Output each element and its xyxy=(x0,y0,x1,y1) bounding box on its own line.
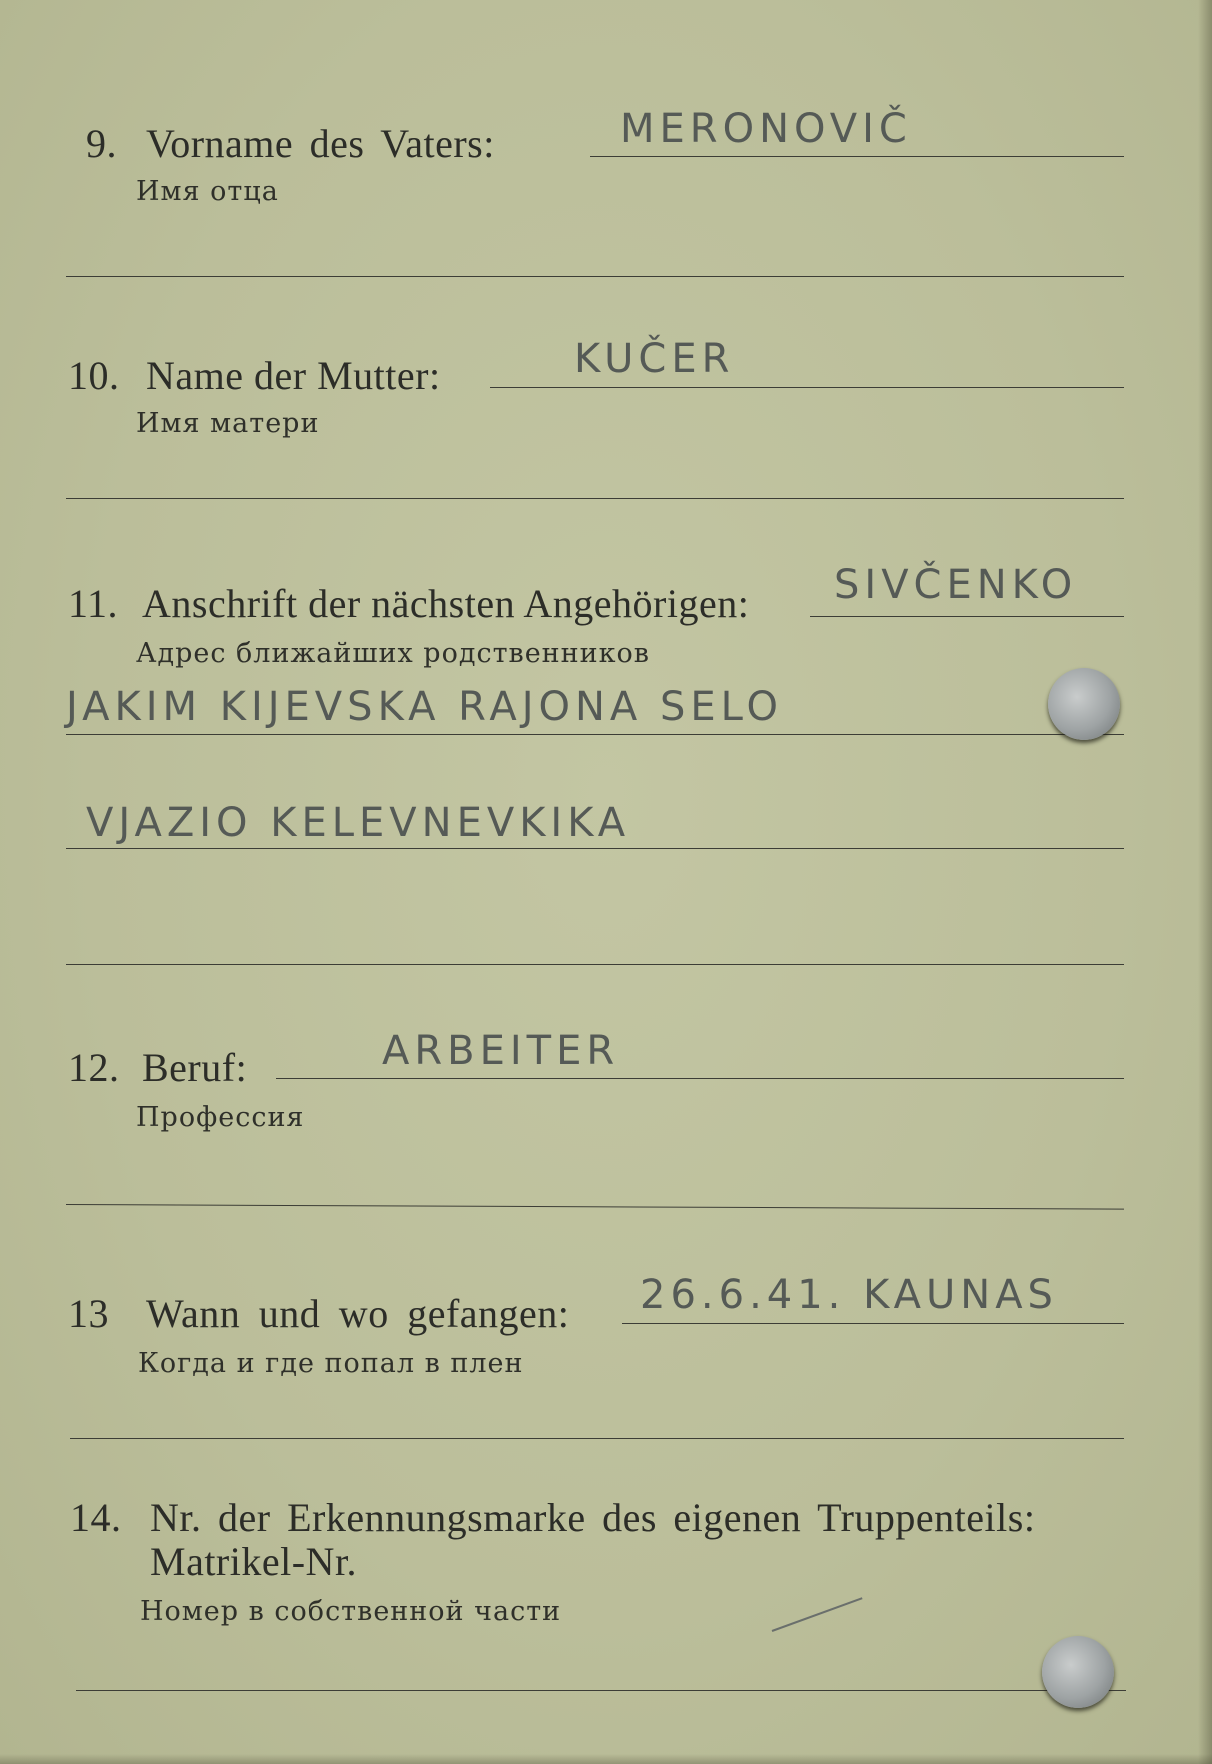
field-10-value: KUČER xyxy=(574,336,735,382)
field-14-label-de: Nr. der Erkennungsmarke des eigenen Truppenteils: xyxy=(150,1495,1036,1540)
field-11-line3 xyxy=(66,848,1124,849)
field-11-value: SIVČENKO xyxy=(834,562,1078,608)
field-10-extra-line xyxy=(66,498,1124,499)
field-11-value-line2: JAKIM KIJEVSKA RAJONA SELO xyxy=(66,684,783,730)
field-10-line xyxy=(490,387,1124,388)
field-14-number: 14. xyxy=(70,1495,122,1540)
field-9-label-de: Vorname des Vaters: xyxy=(146,121,495,166)
field-12-label-de: Beruf: xyxy=(142,1045,248,1090)
field-9-line xyxy=(590,156,1124,157)
field-11-line2 xyxy=(66,734,1124,735)
field-14-line xyxy=(76,1690,1126,1691)
field-12-extra-line xyxy=(66,1204,1124,1210)
card-edge-shadow-bottom xyxy=(0,1754,1212,1764)
field-10-label-de: Name der Mutter: xyxy=(146,353,441,398)
punch-hole-top xyxy=(1048,668,1120,740)
field-11-value-line3: VJAZIO KELEVNEVKIKA xyxy=(86,800,631,846)
field-11-line4 xyxy=(66,964,1124,965)
field-12-value: ARBEITER xyxy=(382,1028,620,1074)
field-11-label-de: Anschrift der nächsten Angehörigen: xyxy=(142,581,750,626)
field-11-number: 11. xyxy=(68,581,119,626)
field-9-number: 9. xyxy=(86,121,117,166)
field-9-value: MERONOVIČ xyxy=(620,106,912,152)
field-11-line xyxy=(810,616,1124,617)
field-12-label-ru: Профессия xyxy=(136,1102,305,1133)
field-11-label-ru: Адрес ближайших родственников xyxy=(136,638,650,669)
field-12-line xyxy=(276,1078,1124,1079)
field-13-value: 26.6.41. KAUNAS xyxy=(640,1272,1058,1318)
field-10-number: 10. xyxy=(68,353,120,398)
field-12-number: 12. xyxy=(68,1045,120,1090)
field-13-extra-line xyxy=(70,1438,1124,1439)
card-edge-shadow xyxy=(1198,0,1212,1764)
field-13-number: 13 xyxy=(68,1291,109,1336)
field-14-pen-mark xyxy=(772,1597,863,1632)
field-10-label-ru: Имя матери xyxy=(136,408,320,439)
field-13-label-ru: Когда и где попал в плен xyxy=(138,1348,524,1379)
field-14-label-ru: Номер в собственной части xyxy=(140,1596,562,1627)
punch-hole-bottom xyxy=(1042,1636,1114,1708)
field-14-label-de2: Matrikel-Nr. xyxy=(150,1539,358,1584)
field-13-label-de: Wann und wo gefangen: xyxy=(146,1291,570,1336)
field-9-extra-line xyxy=(66,276,1124,277)
field-13-line xyxy=(622,1323,1124,1324)
field-9-label-ru: Имя отца xyxy=(136,176,279,207)
